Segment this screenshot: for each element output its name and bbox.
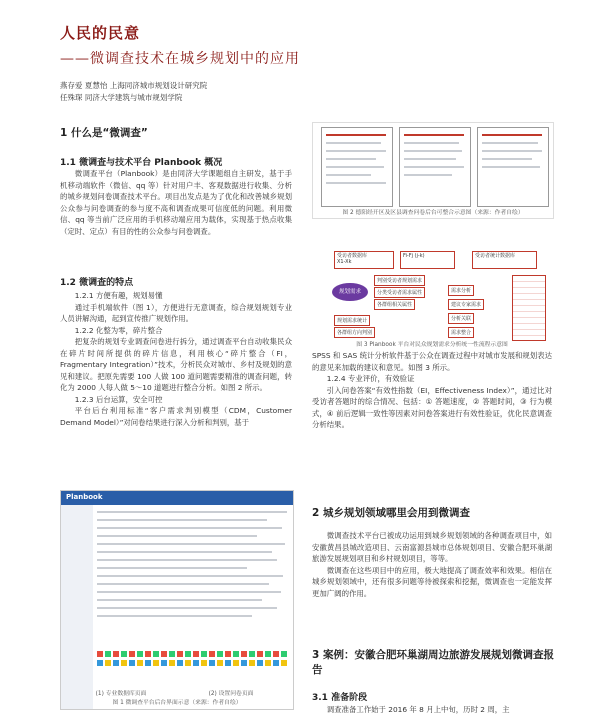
app-name: Planbook <box>66 493 103 501</box>
diagram-node-2: 各群组相关属性 <box>374 299 415 310</box>
diagram-box-stats: 受访者统计数据库 <box>472 251 537 269</box>
diagram-node-0: 判别受访者规划需求 <box>374 275 425 286</box>
diagram-node-7: 分析关联 <box>448 313 474 324</box>
section-1-2-heading: 1.2 微调查的特点 <box>60 278 134 288</box>
diagram-box-fi: Fi-Fj (j-k) <box>400 251 455 269</box>
section-2-para-2: 微调查在这些项目中的应用，极大地提高了调查效率和效果。相信在城乡规划领域中，还有很多问题等待被探索和挖掘，微调查也一定能发挥更加广阔的作用。 <box>312 565 552 598</box>
section-2-body <box>312 530 552 599</box>
article-title: 人民的民意 <box>60 24 141 42</box>
para-1-1: 微调查平台（Planbook）是由同济大学课题组自主研发，基于手机移动端软件（微信、qq 等）针对用户丰、客观数据进行收集、分析的城乡规划问卷调查技术平台。项目出发点是为了优化和改善城乡规划公众参与问卷调查的参与度不高和调查成果可信度低的问题。利用微信、qq 等当前广泛应用的手机移动端应用为载体，实现基于热点收集（定时、定点）有目的性的公众参与问卷调查。 <box>60 169 292 236</box>
para-1-2-2: 把复杂的规划专业调查问卷进行拆分，通过调查平台自动收集民众在碎片时间所提供的碎片信息，利用核心“碎片整合（FI，Fragmentary Integration）”技术，分析民众对城市、乡村及规划的意见和建议。把原先需要 100 人做 100 道问题需要精准的调查问题，转化为 2000 人每人做 5～10 道题进行整合分析。如图 2 所示。 <box>60 337 292 392</box>
figure-1-caption-a: (1) 专业数据库页面 <box>95 691 147 697</box>
diagram-node-6: 建议专家需求 <box>448 299 484 310</box>
section-3-heading: 3 案例：安徽合肥环巢湖周边旅游发展规划微调查报告 <box>312 649 554 676</box>
figure-3 <box>312 245 552 349</box>
colored-cell-row <box>97 651 289 667</box>
section-2-para-1: 微调查技术平台已被成功运用到城乡规划领域的各种调查项目中，如安徽黄昌县城改造项目、云南富源县城市总体规划项目、安徽合肥环巢湖旅游发展规划项目和乡村规划项目，等等。 <box>312 531 552 563</box>
heading-1-2-1: 1.2.1 方便有趣，规划易懂 <box>74 291 163 300</box>
diagram-node-1: 分类受访者需求属性 <box>374 287 425 298</box>
figure-2-panel-b <box>399 127 471 207</box>
right-para-1: SPSS 和 SAS 统计分析软件基于公众在调查过程中对城市发展和规划表达的意见来加载的建议和意见。如图 3 所示。 <box>312 351 552 372</box>
app-sidebar <box>61 505 93 709</box>
section-1-2-body <box>60 290 292 428</box>
heading-1-2-3: 1.2.3 后台运算，安全可控 <box>74 394 163 404</box>
box-1-sublabel: X1-Xk <box>337 259 352 265</box>
diagram-node-3: 规划需求统计 <box>334 315 370 326</box>
section-2-heading: 2 城乡规划领域哪里会用到微调查 <box>312 507 470 519</box>
box-1-label: 受访者数据库 <box>337 253 368 259</box>
section-3-1-body <box>312 704 552 716</box>
section-1-heading: 1 什么是“微调查” <box>60 127 148 139</box>
figure-3-caption: 图 3 Planbook 平台对民众规划需求分析统一性流程示意图 <box>356 342 508 348</box>
figure-2 <box>312 122 554 219</box>
app-table <box>97 509 289 644</box>
author-line-1: 燕存爱 夏慧怡 上海同济城市规划设计研究院 <box>60 81 208 90</box>
authors <box>60 80 207 104</box>
figure-1-caption-b: (2) 设置问卷页面 <box>208 691 254 697</box>
diagram-node-4: 各群组方向判别 <box>334 327 375 338</box>
section-3-1-para: 调查准备工作始于 2016 年 8 月上中旬，历时 2 周，主 <box>326 705 510 714</box>
figure-2-panel-c <box>477 127 549 207</box>
section-1-1-heading: 1.1 微调查与技术平台 Planbook 概况 <box>60 158 223 168</box>
para-1-2-1: 通过手机端软件（图 1），方便进行无意调查，综合规划规划专业人员讲解沟通，起到宣传推广规划作用。 <box>60 302 292 323</box>
diagram-box-respondents <box>334 251 394 269</box>
figure-2-panel-a <box>321 127 393 207</box>
right-column-text <box>312 350 552 431</box>
article-subtitle: ——微调查技术在城乡规划中的应用 <box>60 51 300 67</box>
heading-1-2-2: 1.2.2 化整为零，碎片整合 <box>74 325 163 335</box>
figure-1 <box>60 490 294 710</box>
heading-1-2-4: 1.2.4 专业评价，有效验证 <box>326 374 415 383</box>
app-header-bar <box>61 491 293 505</box>
diagram-center-node: 规划需求 <box>332 283 368 301</box>
para-1-2-3: 平台后台利用标准“客户需求判别模型（CDM，Customer Demand Model）”对问卷结果进行深入分析和判别，基于 <box>60 406 292 427</box>
para-1-2-4: 引入问卷答案“有效性指数（EI，Effectiveness Index）”，通过比对受访者答题时的综合情况、包括：① 答题速度，② 答题时间，③ 行为模式，④ 前后逻辑一致性等因素对问卷答案进行有效性验证，优化民意调查分析结果。 <box>312 385 552 429</box>
figure-2-caption: 图 2 德阳经开区及区县调查问卷后台可整合示意图（来源：作者自绘） <box>342 210 524 216</box>
section-3-1-heading: 3.1 准备阶段 <box>312 693 368 703</box>
figure-1-caption: 图 1 微调查平台后台界面示意（来源：作者自绘） <box>112 700 242 706</box>
section-1-1-body <box>60 168 292 237</box>
author-line-2: 任殊琛 同济大学建筑与城市规划学院 <box>60 93 183 102</box>
diagram-node-5: 需求分析 <box>448 285 474 296</box>
diagram-node-8: 需求整合 <box>448 327 474 338</box>
diagram-side-list <box>512 275 546 341</box>
